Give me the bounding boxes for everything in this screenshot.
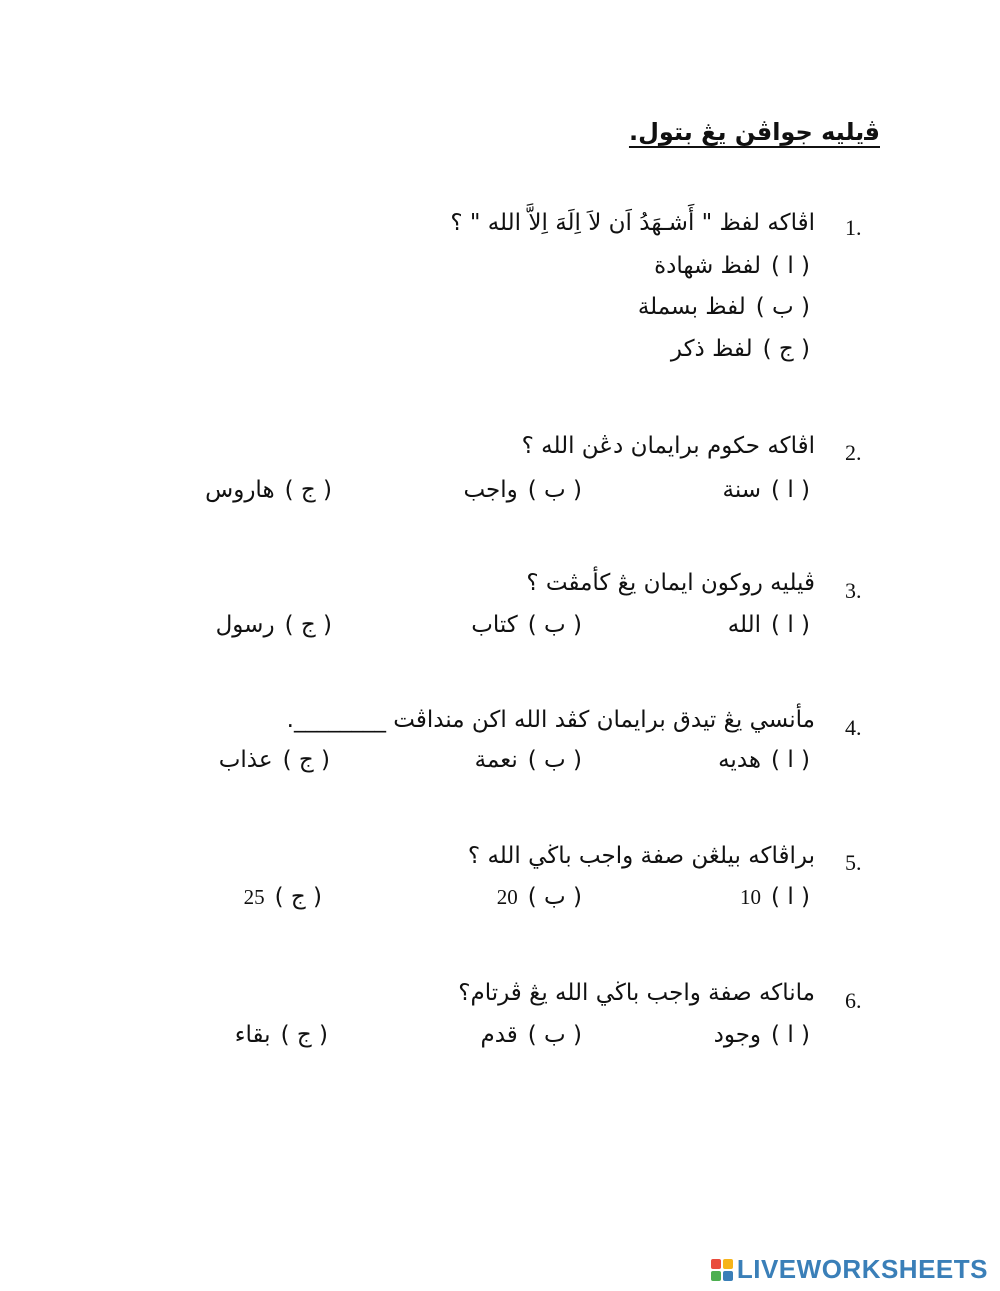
question-5-option-a[interactable] <box>740 884 810 910</box>
option-value: 25 <box>243 885 265 909</box>
option-value: 10 <box>740 885 762 909</box>
option-mark: ( ا ) <box>771 884 810 910</box>
question-6-number: 6. <box>845 988 862 1013</box>
option-value: واجب <box>463 477 518 503</box>
logo-square-red <box>711 1259 721 1269</box>
option-value: لفظ بسملة <box>637 294 746 320</box>
option-value: قدم <box>480 1022 518 1048</box>
question-3-number: 3. <box>845 578 862 603</box>
option-mark: ( ب ) <box>527 612 582 638</box>
question-2-option-a[interactable] <box>722 477 810 503</box>
option-value: لفظ ذكر <box>670 336 753 362</box>
option-mark: ( ب ) <box>527 884 582 910</box>
option-mark: ( ب ) <box>755 294 810 320</box>
page-title: ﭬيليه جواڤن يڠ بتول. <box>628 118 880 146</box>
option-mark: ( ا ) <box>771 747 810 773</box>
option-mark: ( ا ) <box>771 612 810 638</box>
question-4-option-a[interactable] <box>718 747 810 773</box>
option-mark: ( ا ) <box>771 477 810 503</box>
option-value: نعمة <box>474 747 518 773</box>
option-mark: ( ب ) <box>527 747 582 773</box>
option-value: بقاء <box>234 1022 271 1048</box>
option-mark: ( ج ) <box>762 336 810 362</box>
option-mark: ( ا ) <box>771 253 810 279</box>
logo-text: LIVEWORKSHEETS <box>736 1254 988 1284</box>
option-mark: ( ب ) <box>527 1022 582 1048</box>
question-4-option-c[interactable] <box>219 747 330 773</box>
logo-square-yellow <box>723 1259 733 1269</box>
question-6-option-a[interactable] <box>714 1022 810 1048</box>
question-1-option-a[interactable] <box>654 253 810 279</box>
option-value: هديه <box>718 747 762 773</box>
option-value: سنة <box>722 477 762 503</box>
question-6-option-b[interactable] <box>480 1022 582 1048</box>
option-value: لفظ شهادة <box>654 253 762 279</box>
question-4-text: مأنسي يڠ تيدق برايمان كڤد الله اكن منداڤت ________. <box>286 707 815 733</box>
question-1-number: 1. <box>845 215 862 240</box>
question-6-text: ماناكه صفة واجب باڬي الله يڠ ڤرتام؟ <box>458 980 815 1006</box>
question-1-text: اڤاكه لفظ " أَشـهَدُ اَن لاَ اِلَهَ اِلاَّ الله " ؟ <box>450 210 815 236</box>
option-value: عذاب <box>218 747 273 773</box>
question-2-option-b[interactable] <box>463 477 582 503</box>
option-mark: ( ج ) <box>284 612 332 638</box>
question-2-option-c[interactable] <box>205 477 332 503</box>
logo-square-blue <box>723 1271 733 1281</box>
question-4-number: 4. <box>845 715 862 740</box>
question-2-text: اڤاكه حكوم برايمان دڠن الله ؟ <box>521 433 815 459</box>
option-mark: ( ا ) <box>771 1022 810 1048</box>
option-mark: ( ج ) <box>284 477 332 503</box>
question-2-number: 2. <box>845 440 862 465</box>
option-mark: ( ج ) <box>274 884 322 910</box>
logo-grid-icon <box>711 1259 733 1281</box>
question-1-option-c[interactable] <box>671 336 810 362</box>
option-value: وجود <box>713 1022 762 1048</box>
option-value: كتاب <box>471 612 518 638</box>
option-value: 20 <box>496 885 518 909</box>
question-5-number: 5. <box>845 850 862 875</box>
liveworksheets-logo[interactable] <box>711 1254 988 1285</box>
question-5-option-c[interactable] <box>244 884 322 910</box>
option-value: هاروس <box>205 477 275 503</box>
question-5-text: براڤاكه بيلڠن صفة واجب باڬي الله ؟ <box>467 843 815 869</box>
question-1-option-b[interactable] <box>638 294 810 320</box>
question-5-option-b[interactable] <box>497 884 582 910</box>
question-6-option-c[interactable] <box>235 1022 328 1048</box>
question-3-text: ڤيليه روكون ايمان يڠ كأمڤت ؟ <box>526 570 815 596</box>
option-value: رسول <box>215 612 275 638</box>
option-value: الله <box>727 612 762 638</box>
logo-square-green <box>711 1271 721 1281</box>
question-3-option-a[interactable] <box>728 612 810 638</box>
question-3-option-c[interactable] <box>216 612 332 638</box>
question-4-option-b[interactable] <box>475 747 582 773</box>
option-mark: ( ج ) <box>280 1022 328 1048</box>
option-mark: ( ب ) <box>527 477 582 503</box>
option-mark: ( ج ) <box>282 747 330 773</box>
question-3-option-b[interactable] <box>471 612 582 638</box>
